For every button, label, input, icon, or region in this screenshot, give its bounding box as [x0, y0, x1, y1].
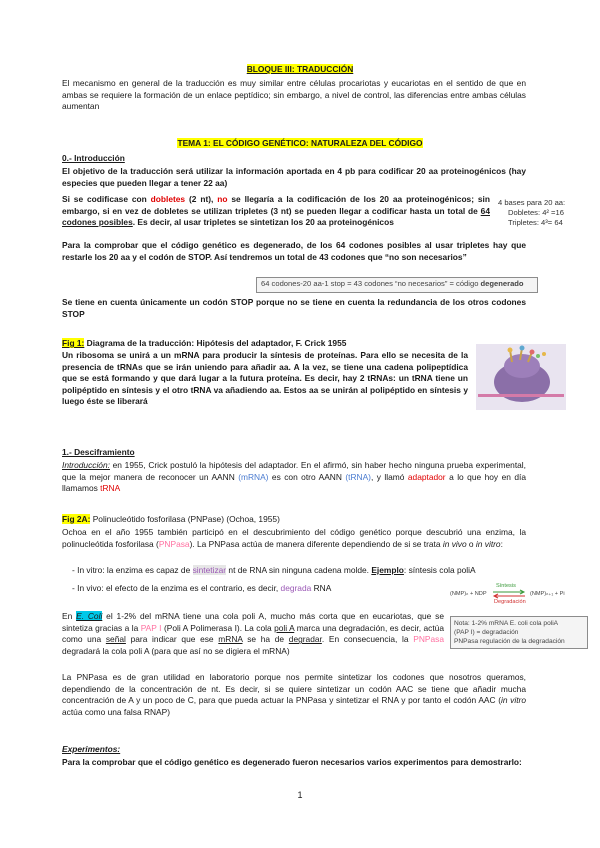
- 64-codones-text: 64 codones posibles: [62, 205, 490, 228]
- fig2a-p2-e: para indicar que ese: [125, 634, 219, 645]
- intro-b: es con otro AANN: [268, 471, 346, 482]
- li2-b: RNA: [311, 583, 332, 593]
- list-item-invivo: [72, 583, 331, 595]
- adaptador-text: adaptador: [407, 471, 446, 482]
- fig2a-p2: [62, 611, 444, 657]
- intro-label: Introducción:: [62, 460, 110, 470]
- p2-a: Si se codificase con: [62, 194, 151, 204]
- invivo-text: in vivo: [442, 538, 467, 549]
- pap-text: PAP I: [140, 622, 162, 633]
- degradar-text: degradar: [288, 634, 322, 645]
- box-text: 64 codones-20 aa-1 stop = 43 codones “no necesarios” = código: [261, 279, 481, 288]
- ribosome-diagram-image: [476, 344, 566, 410]
- trna-text: (tRNA): [345, 471, 371, 482]
- eq-bottom: Degradación: [494, 599, 526, 605]
- p2-b: (2 nt),: [185, 194, 218, 204]
- p2-d: . Es decir, al usar tripletes se sintetizan los 20 aa proteinogénicos: [132, 217, 394, 228]
- li1-a: - In vitro: la enzima es capaz de: [72, 565, 193, 575]
- title-text: BLOQUE III: TRADUCCIÓN: [246, 64, 354, 74]
- senal-text: señal: [105, 634, 126, 645]
- intro-a: en 1955, Crick postuló la hipótesis del adaptador. En el afirmó, sin haber hecho ninguna prueba experimental, que la mejor manera de reconocer un AANN: [62, 460, 526, 482]
- fig1-text: Un ribosoma se unirá a un mRNA para producir la síntesis de proteínas. Para ello se necesita de la presencia de tRNAs que se irán uniendo para añadir aa. A la vez, se tiene una cadena polipeptídica que se está formando y que dará lugar a la futura proteína. Es decir, hay 2 tRNAs: un tRNA tiene un polipéptido en síntesis y el otro tRNA va añadiendo aa. Estos aa se unirán al polipéptido en síntesis y luego éste se liberará: [62, 350, 468, 407]
- side-dobletes: Dobletes: 4² =16: [508, 208, 564, 217]
- eq-top: Síntesis: [496, 583, 516, 589]
- fig2a-p1: [62, 527, 526, 550]
- eq-right: (NMP)ₙ₊₁ + Pi: [530, 591, 565, 597]
- section-0-heading: 0.- Introducción: [62, 153, 125, 163]
- side-note-bases: [498, 198, 565, 228]
- fig2a-heading: [62, 514, 280, 526]
- equilibrium-arrows-icon: [492, 589, 526, 599]
- fig2a-p2-f: se ha de: [242, 634, 289, 645]
- trna2-text: tRNA: [100, 483, 121, 494]
- document-title: [0, 64, 600, 74]
- side-tripletes: Tripletes: 4³= 64: [508, 218, 563, 227]
- formula-box: [256, 277, 538, 293]
- fig1-label: Fig 1:: [62, 338, 85, 348]
- p2-en: En: [62, 611, 77, 621]
- intro-d: a lo que hoy en día llamamos: [62, 471, 526, 494]
- note-box: [450, 616, 588, 649]
- page-number: 1: [297, 790, 303, 800]
- fig2a-p2-d: marca una degradación, es decir, actúa como una: [62, 622, 444, 645]
- fig2a-p3-text: La PNPasa es de gran utilidad en laboratorio porque nos permite sintetizar los codones que nosotros queramos, dependiendo de la concentración de nt. Es decir, si se quiere sintetizar un codón AAC se tiene que añadir mucha concentración de A y un poco de C, para que pueda actuar la PNPasa y sintetizar el RNA y por tanto el codón AAC (: [62, 672, 526, 706]
- pnpasa-text: PNPasa: [158, 538, 190, 549]
- section-1-heading: 1.- Desciframiento: [62, 447, 135, 457]
- p3-end: actúa como una falsa RNAP): [62, 706, 170, 717]
- fig1-heading: [62, 338, 346, 350]
- mrna-text: (mRNA): [238, 471, 269, 482]
- fig2a-p1-a: Ochoa en el año 1955 también participó en el descubrimiento del código genético porque descubrió una enzima, la polinucleótida fosforilasa (: [62, 527, 526, 549]
- fig2a-title: Polinucleótido fosforilasa (PNPase) (Ochoa, 1955): [90, 514, 280, 524]
- degrada-text: degrada: [280, 583, 312, 593]
- mrna-underlined: mRNA: [218, 634, 243, 645]
- invitro-text: in vitro: [475, 538, 501, 549]
- fig2a-p1-b: ). La PNPasa actúa de manera diferente dependiendo de si se trata: [189, 538, 443, 549]
- ecoli-text: E. Coli: [76, 611, 103, 621]
- section-0-p2: [62, 194, 490, 229]
- experimentos-text: Para la comprobar que el código genético es degenerado fueron necesarios varios experimentos para demostrarlo:: [62, 757, 522, 767]
- dobletes-text: dobletes: [150, 194, 186, 204]
- section-0-p4: Se tiene en cuenta únicamente un codón STOP porque no se tiene en cuenta la redundancia de los otros codones STOP: [62, 297, 526, 319]
- li2-a: - In vivo: el efecto de la enzima es el contrario, es decir,: [72, 583, 281, 593]
- o-text: o: [466, 538, 476, 549]
- experimentos-heading: Experimentos:: [62, 744, 121, 754]
- intro-c: , y llamó: [370, 471, 408, 482]
- note-line-2: (PAP I) = degradación: [454, 629, 519, 636]
- polia-text: poli A: [274, 622, 295, 633]
- sintetizar-text: sintetizar: [192, 565, 227, 575]
- fig2a-p3: [62, 672, 526, 718]
- tema-text: TEMA 1: EL CÓDIGO GENÉTICO: NATURALEZA DEL CÓDIGO: [177, 138, 423, 148]
- section-0-p3: Para la comprobar que el código genético es degenerado, de los 64 codones posibles al usar tripletes hay que restarle los 20 aa y el codón de STOP. Así tendremos un total de 43 codones que “no son necesarios”: [62, 240, 526, 262]
- no-text: no: [217, 194, 228, 204]
- fig2a-label: Fig 2A:: [62, 514, 91, 524]
- note-line-1: Nota: 1-2% mRNA E. coli cola poliA: [454, 620, 559, 627]
- ejemplo-text: Ejemplo: [371, 565, 404, 575]
- eq-left: (NMP)ₙ + NDP: [450, 591, 487, 597]
- note-line-3: PNPasa regulación de la degradación: [454, 638, 565, 645]
- fig2a-p2-b: el 1-2% del mRNA tiene una cola poli A, mucho más corta que en eucariotas, que se sintetiza gracias a la: [62, 611, 444, 633]
- colon-text: :: [500, 538, 503, 549]
- list-item-invitro: [72, 565, 476, 577]
- fig2a-p2-c: (Poli A Polimerasa I). La cola: [161, 622, 275, 633]
- pnpase-equation: [450, 583, 574, 605]
- intro-paragraph: El mecanismo en general de la traducción es muy similar entre células procariotas y eucariotas en el sentido de que en ambas se requiere la formación de un enlace peptídico; sin embargo, a nivel de control, las diferencias entre ambas células aumentan: [62, 78, 526, 112]
- tema-heading: [0, 138, 600, 148]
- pnpasa2-text: PNPasa: [413, 634, 445, 645]
- box-degenerado: degenerado: [480, 279, 524, 288]
- fig2a-p2-h: degradará la cola poli A (para que así no se digiera el mRNA): [62, 645, 290, 656]
- side-title: 4 bases para 20 aa:: [498, 198, 566, 207]
- p2-c: se llegaría a la codificación de los 20 aa proteinogénicos; sin embargo, si en vez de dobletes se utilizan tripletes (3 nt) se pueden llegar a codificar hasta un total de: [62, 194, 490, 216]
- li1-c: : síntesis cola poliA: [403, 565, 476, 575]
- p3-invitro: in vitro: [501, 695, 526, 706]
- section-1-intro: [62, 460, 526, 495]
- li1-b: nt de RNA sin ninguna cadena molde.: [226, 565, 372, 575]
- section-0-p1: El objetivo de la traducción será utilizar la información aportada en 4 pb para codificar 20 aa proteinogénicos (hay especies que pueden llegar a tener 22 aa): [62, 166, 526, 188]
- fig1-title: Diagrama de la traducción: Hipótesis del adaptador, F. Crick 1955: [84, 338, 347, 348]
- fig2a-p2-g: . En consecuencia, la: [321, 634, 414, 645]
